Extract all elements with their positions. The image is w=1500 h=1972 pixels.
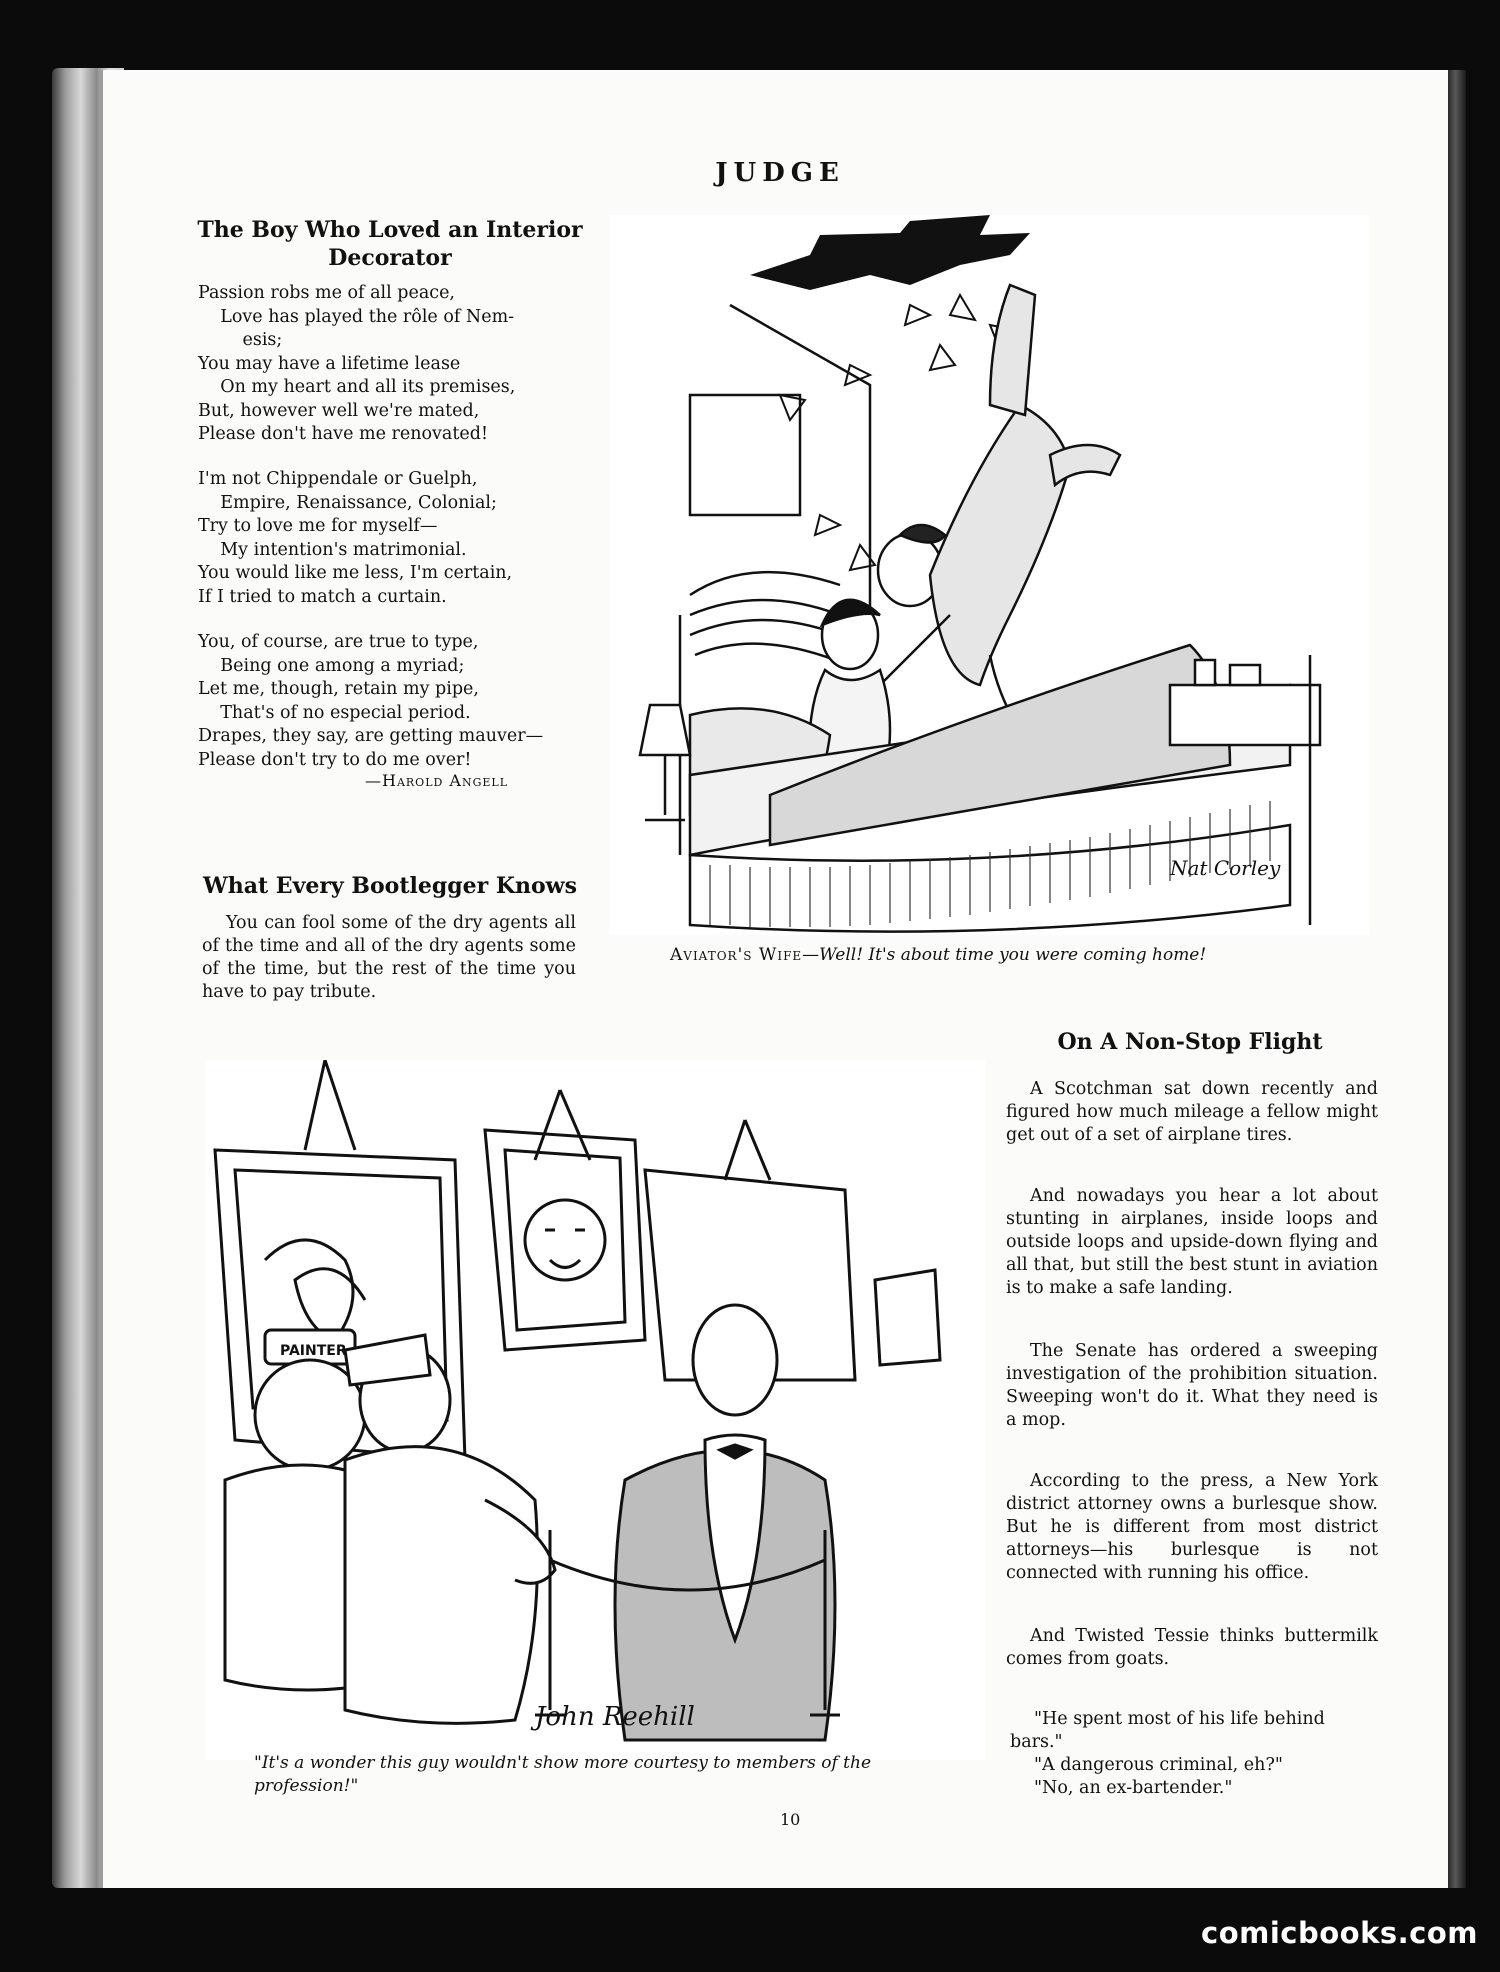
dresser-item: [1195, 660, 1215, 685]
poem-title-line2: Decorator: [328, 245, 452, 271]
bootlegger-title: What Every Bootlegger Knows: [203, 873, 577, 899]
bootlegger-text: [202, 912, 576, 1004]
poem-stanza-3: You, of course, are true to type, Being one among a myriad; Let me, though, retain my pipe, That's of no especial period. Drapes, they say, are getting mauver— Please don't try to do me over!: [198, 632, 544, 770]
gallery-cartoon: [205, 1060, 985, 1760]
nonstop-paragraph: And Twisted Tessie thinks buttermilk comes from goats.: [1006, 1626, 1378, 1669]
man-leg-2: [1050, 445, 1120, 485]
nonstop-paragraph: According to the press, a New York district attorney owns a burlesque show. But he is different from most district attorneys—his burlesque is not connected with running his office.: [1006, 1471, 1378, 1583]
nonstop-p1: [1006, 1078, 1378, 1147]
man-body: [930, 405, 1070, 685]
page-edge: [1448, 70, 1466, 1888]
dialogue-line: "No, an ex-bartender.": [1034, 1778, 1233, 1798]
nonstop-paragraph: And nowadays you hear a lot about stunting in airplanes, inside loops and outside loops and upside-down flying and all that, but still the best stunt in aviation is to make a safe landing.: [1006, 1186, 1378, 1298]
nonstop-p5: [1006, 1625, 1378, 1671]
caption-speaker: Aviator's Wife: [670, 945, 803, 965]
hanging-wire-3: [725, 1120, 770, 1180]
wall-frame: [690, 395, 800, 515]
poem-title-line1: The Boy Who Loved an Interior: [197, 217, 583, 243]
nonstop-paragraph: A Scotchman sat down recently and figured how much mileage a fellow might get out of a set of airplane tires.: [1006, 1079, 1378, 1145]
man-leg: [990, 285, 1035, 415]
lamp-shade: [640, 705, 690, 755]
page-number: 10: [780, 1810, 801, 1829]
bootlegger-paragraph: You can fool some of the dry agents all of the time and all of the dry agents some of the time, but the rest of the time you have to pay tribute.: [202, 913, 576, 1002]
watermark: comicbooks.com: [1201, 1916, 1478, 1950]
nonstop-p4: [1006, 1470, 1378, 1585]
poem-author: —Harold Angell: [365, 771, 509, 790]
dialogue-line: "A dangerous criminal, eh?": [1034, 1755, 1283, 1775]
poem-title: [180, 216, 600, 272]
wall-hatching: [690, 572, 840, 660]
painting-inner-2: [505, 1150, 625, 1330]
dresser: [1170, 685, 1320, 745]
man-arm: [880, 615, 950, 685]
dresser-item-2: [1230, 665, 1260, 685]
hat-label: PAINTER: [280, 1343, 347, 1359]
ceiling-hole: [750, 215, 1030, 290]
cartoon1-signature: Nat Corley: [1170, 856, 1281, 880]
cartoon2-signature: John Reehill: [535, 1702, 695, 1732]
masthead: JUDGE: [715, 158, 845, 188]
dialogue-line: "He spent most of his life behind bars.": [1010, 1709, 1325, 1752]
caption-text: —Well! It's about time you were coming home!: [802, 945, 1207, 965]
poem-stanza-1: Passion robs me of all peace, Love has played the rôle of Nem- esis; You may have a lifetime lease On my heart and all its premises, But, however well we're mated, Please don't have me renovated!: [198, 283, 516, 444]
painting-frame-4: [875, 1270, 940, 1365]
nonstop-title: On A Non-Stop Flight: [1057, 1029, 1323, 1055]
abstract-figure: [265, 1240, 365, 1340]
nonstop-p3: [1006, 1340, 1378, 1432]
cartoon1-caption: [670, 944, 1370, 967]
portrait-features: [545, 1230, 585, 1268]
nonstop-p2: [1006, 1185, 1378, 1300]
hanging-wire-2: [535, 1090, 590, 1160]
hanging-wire: [305, 1060, 355, 1150]
cartoon2-caption: "It's a wonder this guy wouldn't show more courtesy to members of the profession!": [254, 1753, 872, 1796]
painter-body-2: [345, 1447, 538, 1724]
aviator-cartoon: [610, 215, 1370, 935]
painter-cap-2: [345, 1335, 430, 1385]
nonstop-dialogue: [1010, 1708, 1382, 1800]
gentleman-head: [693, 1305, 777, 1415]
nonstop-paragraph: The Senate has ordered a sweeping investigation of the prohibition situation. Sweeping won't do it. What they need is a mop.: [1006, 1341, 1378, 1430]
poem-stanza-2: I'm not Chippendale or Guelph, Empire, Renaissance, Colonial; Try to love me for myself— My intention's matrimonial. You would like me less, I'm certain, If I tried to match a curtain.: [198, 469, 513, 607]
